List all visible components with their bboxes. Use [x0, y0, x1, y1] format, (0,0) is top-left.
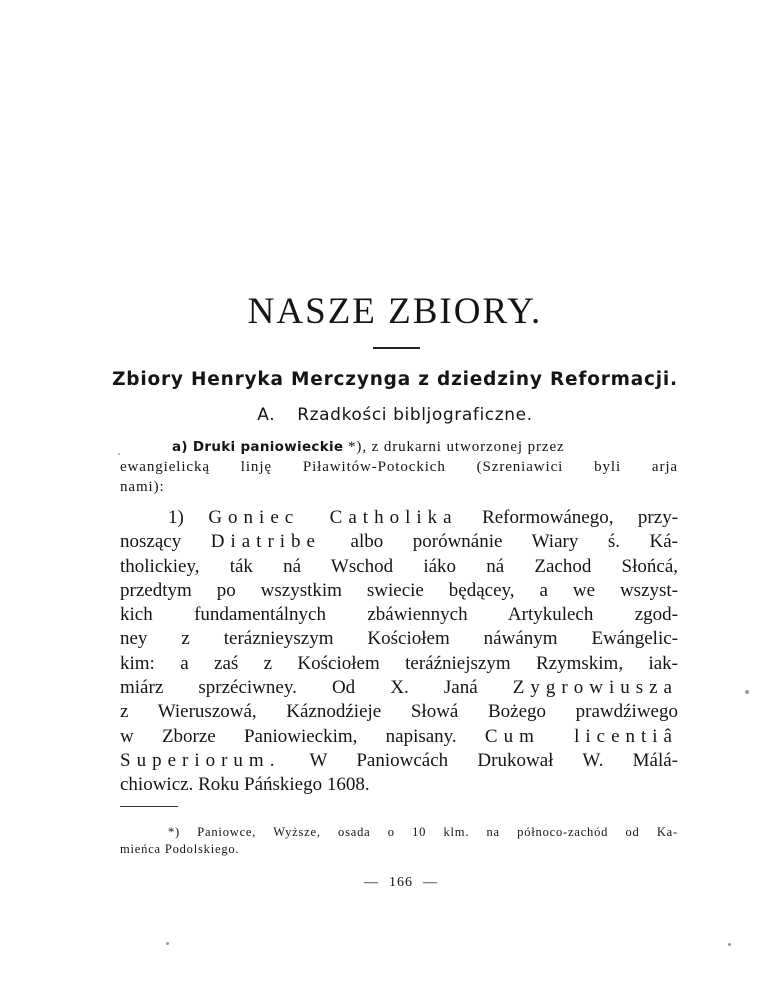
entry-line: ney z teráznieyszym Kościołem náwánym Ewángelic- — [120, 628, 678, 650]
intro-paragraph — [120, 437, 678, 497]
spaced-latin: Cum licentiâ — [484, 725, 678, 747]
footnote-line: *) Paniowce, Wyższe, osada o 10 klm. na północo-zachód od Ka- — [168, 825, 678, 839]
page-title: NASZE ZBIORY. — [247, 291, 543, 332]
entry-text: miárz sprzéciwney. Od X. Janá — [120, 677, 478, 699]
article-subtitle: Zbiory Henryka Merczynga z dziedziny Reformacji. — [112, 369, 678, 390]
entry-line: z Wieruszowá, Káznodźieje Słowá Bożego prawdźiwego — [120, 701, 678, 723]
spaced-latin: Superiorum. — [120, 749, 281, 771]
page-number-value: 166 — [389, 875, 413, 890]
intro-line-1 — [120, 437, 678, 457]
entry-text: Reformowánego, przy- — [482, 507, 679, 528]
entry-line — [120, 676, 678, 700]
intro-text: z drukarni utworzonej przez — [371, 439, 565, 455]
entry-number: 1) — [168, 507, 184, 528]
entry-line: kich fundamentálnych zbáwiennych Artykulech zgod- — [120, 604, 678, 626]
intro-line-3: nami): — [120, 479, 165, 495]
title-divider — [373, 347, 420, 349]
section-heading — [0, 405, 768, 425]
entry-line: tholickiey, ták ná Wschod iáko ná Zachod Słońcá, — [120, 555, 678, 577]
entry-paragraph — [120, 506, 678, 798]
footnote-divider — [120, 806, 178, 807]
entry-line — [120, 530, 678, 554]
intro-label: a) Druki paniowieckie — [172, 439, 344, 455]
entry-line: przedtym po wszystkim swiecie będącey, a we wszyst- — [120, 579, 678, 601]
page-number — [0, 875, 768, 891]
entry-line — [120, 749, 678, 773]
footnote-ref: *), — [348, 439, 367, 455]
page-number-dash: — — [423, 875, 438, 890]
section-title: Rzadkości bibljograficzne. — [297, 405, 533, 425]
scan-speck — [118, 453, 120, 455]
footnote — [120, 824, 678, 858]
footnote-line: mieńca Podolskiego. — [120, 842, 240, 856]
scan-speck — [166, 942, 169, 945]
entry-text: noszący — [120, 531, 182, 553]
entry-text: W Paniowcách Drukował W. Málá- — [309, 749, 678, 771]
entry-text: w Zborze Paniowieckim, napisany. — [120, 725, 457, 747]
entry-line — [120, 725, 678, 749]
entry-line: kim: a zaś z Kościołem teráźniejszym Rzymskim, iak- — [120, 652, 678, 674]
spaced-author: Zygrowiusza — [512, 677, 678, 699]
spaced-title: Diatribe — [210, 531, 321, 553]
scan-speck — [728, 943, 731, 946]
scan-speck — [745, 690, 749, 694]
intro-line-2: ewangielicką linję Piławitów-Potockich (Szreniawici byli arja — [120, 459, 678, 475]
entry-line — [120, 506, 678, 530]
entry-text: albo porównánie Wiary ś. Ká- — [350, 531, 679, 553]
page-number-dash: — — [364, 875, 379, 890]
spaced-title: Goniec Catholika — [208, 507, 458, 528]
section-letter: A. — [257, 405, 276, 425]
entry-line: chiowicz. Roku Páńskiego 1608. — [120, 774, 370, 796]
